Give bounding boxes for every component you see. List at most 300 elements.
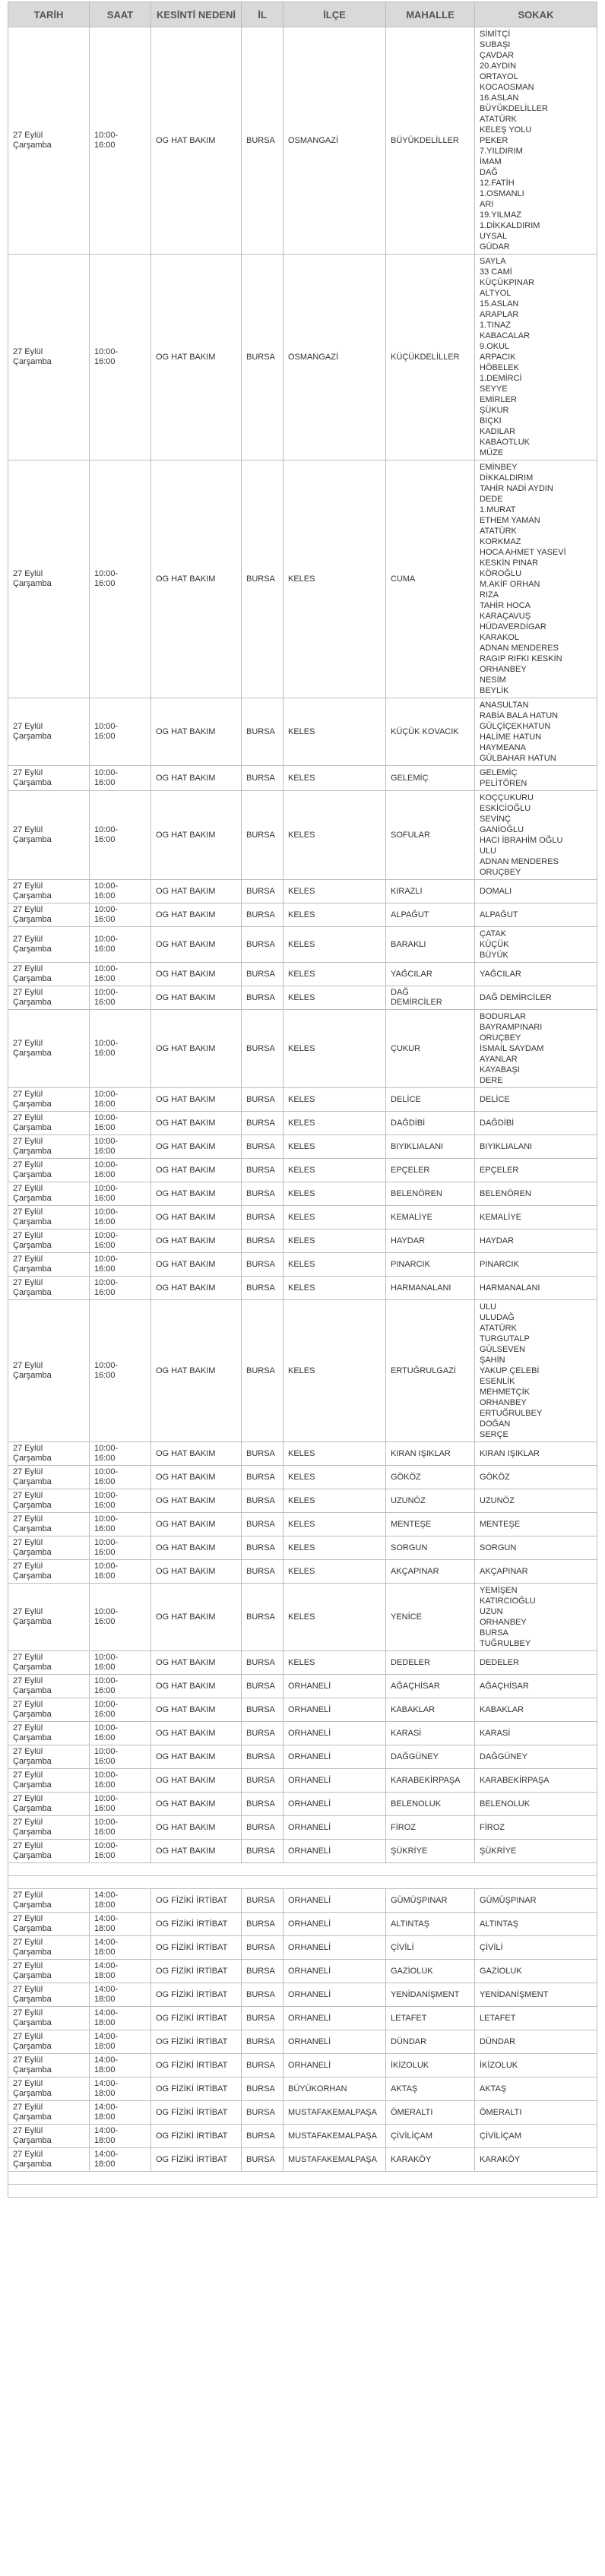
cell-kesinti-nedeni: OG HAT BAKIM	[151, 927, 242, 963]
cell-il: BURSA	[242, 903, 283, 927]
cell-il: BURSA	[242, 1560, 283, 1584]
cell-il: BURSA	[242, 1229, 283, 1253]
cell-mahalle: KIRAN IŞIKLAR	[386, 1442, 475, 1466]
cell-ilce: KELES	[283, 1088, 386, 1112]
cell-tarih: 27 Eylül Çarşamba	[8, 1816, 90, 1840]
cell-il: BURSA	[242, 2054, 283, 2078]
cell-saat: 14:00- 18:00	[90, 1913, 151, 1936]
cell-saat: 14:00- 18:00	[90, 1936, 151, 1960]
cell-ilce: KELES	[283, 963, 386, 986]
table-row	[8, 1889, 597, 1913]
cell-saat: 14:00- 18:00	[90, 2148, 151, 2172]
cell-tarih: 27 Eylül Çarşamba	[8, 1675, 90, 1698]
cell-tarih: 27 Eylül Çarşamba	[8, 1913, 90, 1936]
cell-tarih: 27 Eylül Çarşamba	[8, 903, 90, 927]
cell-saat: 10:00- 16:00	[90, 255, 151, 460]
cell-sokak: MENTEŞE	[475, 1513, 597, 1536]
cell-il: BURSA	[242, 1088, 283, 1112]
cell-mahalle: UZUNÖZ	[386, 1489, 475, 1513]
cell-mahalle: BELENOLUK	[386, 1793, 475, 1816]
cell-kesinti-nedeni: OG HAT BAKIM	[151, 1536, 242, 1560]
cell-tarih: 27 Eylül Çarşamba	[8, 791, 90, 880]
cell-mahalle: DAĞDİBİ	[386, 1112, 475, 1135]
cell-tarih: 27 Eylül Çarşamba	[8, 1936, 90, 1960]
cell-il: BURSA	[242, 1206, 283, 1229]
cell-il: BURSA	[242, 1584, 283, 1651]
cell-ilce: KELES	[283, 1466, 386, 1489]
cell-il: BURSA	[242, 255, 283, 460]
cell-kesinti-nedeni: OG FİZİKİ İRTİBAT	[151, 2030, 242, 2054]
empty-cell	[8, 2185, 597, 2198]
cell-sokak: YEMİŞEN KATIRCIOĞLU UZUN ORHANBEY BURSA TUĞRULBEY	[475, 1584, 597, 1651]
empty-row	[8, 1863, 597, 1876]
cell-kesinti-nedeni: OG HAT BAKIM	[151, 27, 242, 255]
cell-saat: 10:00- 16:00	[90, 1793, 151, 1816]
cell-ilce: ORHANELİ	[283, 1936, 386, 1960]
cell-ilce: KELES	[283, 986, 386, 1010]
cell-il: BURSA	[242, 1536, 283, 1560]
cell-ilce: ORHANELİ	[283, 1698, 386, 1722]
cell-kesinti-nedeni: OG HAT BAKIM	[151, 1010, 242, 1088]
cell-mahalle: BIYIKLIALANI	[386, 1135, 475, 1159]
cell-il: BURSA	[242, 1745, 283, 1769]
cell-mahalle: ÇUKUR	[386, 1010, 475, 1088]
cell-tarih: 27 Eylül Çarşamba	[8, 2148, 90, 2172]
cell-sokak: GÖKÖZ	[475, 1466, 597, 1489]
cell-il: BURSA	[242, 2148, 283, 2172]
cell-ilce: KELES	[283, 1182, 386, 1206]
cell-sokak: DAĞ DEMİRCİLER	[475, 986, 597, 1010]
cell-ilce: KELES	[283, 1560, 386, 1584]
cell-sokak: EMİNBEY DİKKALDIRIM TAHİR NADİ AYDIN DEDE 1.MURAT ETHEM YAMAN ATATÜRK KORKMAZ HOCA AHMET YASEVİ KESKİN PINAR KÖROĞLU M.AKİF ORHAN RIZA TAHİR HOCA KARAÇAVUŞ HÜDAVERDİGAR KARAKOL ADNAN MENDERES RAGIP RIFKI KESKİN ORHANBEY NESİM BEYLİK	[475, 460, 597, 698]
cell-tarih: 27 Eylül Çarşamba	[8, 1206, 90, 1229]
cell-kesinti-nedeni: OG HAT BAKIM	[151, 1229, 242, 1253]
cell-tarih: 27 Eylül Çarşamba	[8, 2078, 90, 2101]
table-row	[8, 1913, 597, 1936]
cell-ilce: ORHANELİ	[283, 1745, 386, 1769]
cell-kesinti-nedeni: OG HAT BAKIM	[151, 1442, 242, 1466]
cell-mahalle: BÜYÜKDELİLLER	[386, 27, 475, 255]
cell-sokak: AKTAŞ	[475, 2078, 597, 2101]
cell-sokak: ÇİVİLİ	[475, 1936, 597, 1960]
cell-mahalle: KÜÇÜKDELİLLER	[386, 255, 475, 460]
cell-tarih: 27 Eylül Çarşamba	[8, 1277, 90, 1300]
cell-saat: 14:00- 18:00	[90, 1889, 151, 1913]
cell-saat: 14:00- 18:00	[90, 2007, 151, 2030]
cell-il: BURSA	[242, 1513, 283, 1536]
cell-mahalle: FİROZ	[386, 1816, 475, 1840]
empty-row	[8, 1876, 597, 1889]
table-row	[8, 1745, 597, 1769]
table-row	[8, 2007, 597, 2030]
cell-tarih: 27 Eylül Çarşamba	[8, 1560, 90, 1584]
cell-saat: 10:00- 16:00	[90, 766, 151, 791]
cell-sokak: ÇATAK KÜÇÜK BÜYÜK	[475, 927, 597, 963]
cell-il: BURSA	[242, 1489, 283, 1513]
cell-sokak: BELENÖREN	[475, 1182, 597, 1206]
cell-sokak: PINARCIK	[475, 1253, 597, 1277]
cell-saat: 10:00- 16:00	[90, 1206, 151, 1229]
cell-saat: 10:00- 16:00	[90, 1112, 151, 1135]
table-row	[8, 2078, 597, 2101]
cell-saat: 10:00- 16:00	[90, 1159, 151, 1182]
cell-il: BURSA	[242, 1722, 283, 1745]
table-row	[8, 1159, 597, 1182]
cell-ilce: ORHANELİ	[283, 1793, 386, 1816]
cell-sokak: FİROZ	[475, 1816, 597, 1840]
table-row	[8, 1277, 597, 1300]
cell-saat: 10:00- 16:00	[90, 698, 151, 766]
cell-ilce: OSMANGAZİ	[283, 255, 386, 460]
table-row	[8, 766, 597, 791]
empty-cell	[8, 1863, 597, 1876]
cell-il: BURSA	[242, 1913, 283, 1936]
cell-sokak: YENİDANİŞMENT	[475, 1983, 597, 2007]
cell-ilce: ORHANELİ	[283, 1960, 386, 1983]
cell-mahalle: ÇİVİLİÇAM	[386, 2125, 475, 2148]
cell-il: BURSA	[242, 1675, 283, 1698]
cell-saat: 10:00- 16:00	[90, 460, 151, 698]
cell-saat: 10:00- 16:00	[90, 1300, 151, 1442]
cell-mahalle: CUMA	[386, 460, 475, 698]
cell-mahalle: SORGUN	[386, 1536, 475, 1560]
cell-kesinti-nedeni: OG HAT BAKIM	[151, 1745, 242, 1769]
cell-kesinti-nedeni: OG FİZİKİ İRTİBAT	[151, 2007, 242, 2030]
cell-sokak: ALPAĞUT	[475, 903, 597, 927]
table-row	[8, 1584, 597, 1651]
cell-mahalle: AĞAÇHİSAR	[386, 1675, 475, 1698]
cell-kesinti-nedeni: OG HAT BAKIM	[151, 1769, 242, 1793]
cell-il: BURSA	[242, 1277, 283, 1300]
cell-saat: 10:00- 16:00	[90, 1253, 151, 1277]
cell-kesinti-nedeni: OG HAT BAKIM	[151, 791, 242, 880]
cell-sokak: LETAFET	[475, 2007, 597, 2030]
table-row	[8, 255, 597, 460]
cell-il: BURSA	[242, 460, 283, 698]
cell-il: BURSA	[242, 1816, 283, 1840]
cell-sokak: HAYDAR	[475, 1229, 597, 1253]
cell-kesinti-nedeni: OG HAT BAKIM	[151, 1513, 242, 1536]
cell-tarih: 27 Eylül Çarşamba	[8, 1489, 90, 1513]
cell-sokak: DOMALI	[475, 880, 597, 903]
cell-sokak: DAĞGÜNEY	[475, 1745, 597, 1769]
cell-tarih: 27 Eylül Çarşamba	[8, 1112, 90, 1135]
cell-kesinti-nedeni: OG FİZİKİ İRTİBAT	[151, 2054, 242, 2078]
cell-saat: 14:00- 18:00	[90, 2054, 151, 2078]
cell-mahalle: YENİCE	[386, 1584, 475, 1651]
cell-ilce: KELES	[283, 903, 386, 927]
cell-ilce: MUSTAFAKEMALPAŞA	[283, 2148, 386, 2172]
cell-mahalle: MENTEŞE	[386, 1513, 475, 1536]
cell-mahalle: SOFULAR	[386, 791, 475, 880]
cell-il: BURSA	[242, 1889, 283, 1913]
cell-saat: 14:00- 18:00	[90, 1960, 151, 1983]
cell-saat: 10:00- 16:00	[90, 1745, 151, 1769]
table-row	[8, 1651, 597, 1675]
cell-sokak: KEMALİYE	[475, 1206, 597, 1229]
cell-ilce: KELES	[283, 698, 386, 766]
cell-tarih: 27 Eylül Çarşamba	[8, 2125, 90, 2148]
cell-ilce: ORHANELİ	[283, 1913, 386, 1936]
cell-sokak: ÇİVİLİÇAM	[475, 2125, 597, 2148]
cell-saat: 10:00- 16:00	[90, 1698, 151, 1722]
cell-ilce: KELES	[283, 1536, 386, 1560]
table-row	[8, 986, 597, 1010]
cell-mahalle: GÜMÜŞPINAR	[386, 1889, 475, 1913]
cell-il: BURSA	[242, 880, 283, 903]
cell-saat: 10:00- 16:00	[90, 986, 151, 1010]
cell-sokak: DELİCE	[475, 1088, 597, 1112]
cell-tarih: 27 Eylül Çarşamba	[8, 1840, 90, 1863]
cell-sokak: BODURLAR BAYRAMPINARI ORUÇBEY İSMAİL SAYDAM AYANLAR KAYABAŞI DERE	[475, 1010, 597, 1088]
table-row	[8, 1513, 597, 1536]
cell-il: BURSA	[242, 2125, 283, 2148]
cell-ilce: MUSTAFAKEMALPAŞA	[283, 2101, 386, 2125]
cell-mahalle: ŞÜKRİYE	[386, 1840, 475, 1863]
cell-ilce: ORHANELİ	[283, 1722, 386, 1745]
cell-il: BURSA	[242, 1135, 283, 1159]
table-header	[8, 2, 597, 27]
cell-tarih: 27 Eylül Çarşamba	[8, 2101, 90, 2125]
cell-mahalle: KABAKLAR	[386, 1698, 475, 1722]
cell-ilce: ORHANELİ	[283, 1769, 386, 1793]
table-row	[8, 1442, 597, 1466]
cell-kesinti-nedeni: OG FİZİKİ İRTİBAT	[151, 1936, 242, 1960]
cell-ilce: KELES	[283, 1513, 386, 1536]
table-body	[8, 27, 597, 2198]
table-row	[8, 1206, 597, 1229]
cell-kesinti-nedeni: OG FİZİKİ İRTİBAT	[151, 2101, 242, 2125]
table-row	[8, 1112, 597, 1135]
cell-sokak: ALTINTAŞ	[475, 1913, 597, 1936]
cell-il: BURSA	[242, 1182, 283, 1206]
cell-mahalle: DÜNDAR	[386, 2030, 475, 2054]
cell-tarih: 27 Eylül Çarşamba	[8, 1983, 90, 2007]
cell-mahalle: AKTAŞ	[386, 2078, 475, 2101]
cell-tarih: 27 Eylül Çarşamba	[8, 1769, 90, 1793]
cell-mahalle: DAĞ DEMİRCİLER	[386, 986, 475, 1010]
cell-il: BURSA	[242, 27, 283, 255]
cell-mahalle: ALPAĞUT	[386, 903, 475, 927]
column-header-tarih: TARİH	[8, 2, 90, 27]
cell-ilce: KELES	[283, 1584, 386, 1651]
table-row	[8, 1936, 597, 1960]
cell-kesinti-nedeni: OG HAT BAKIM	[151, 1675, 242, 1698]
table-row	[8, 927, 597, 963]
cell-ilce: ORHANELİ	[283, 1816, 386, 1840]
cell-kesinti-nedeni: OG HAT BAKIM	[151, 1584, 242, 1651]
cell-tarih: 27 Eylül Çarşamba	[8, 1698, 90, 1722]
cell-ilce: KELES	[283, 1253, 386, 1277]
column-header-saat: SAAT	[90, 2, 151, 27]
cell-il: BURSA	[242, 766, 283, 791]
cell-saat: 10:00- 16:00	[90, 963, 151, 986]
column-header-sokak: SOKAK	[475, 2, 597, 27]
cell-il: BURSA	[242, 1651, 283, 1675]
cell-sokak: HARMANALANI	[475, 1277, 597, 1300]
table-row	[8, 1182, 597, 1206]
cell-il: BURSA	[242, 1793, 283, 1816]
cell-tarih: 27 Eylül Çarşamba	[8, 963, 90, 986]
cell-il: BURSA	[242, 791, 283, 880]
cell-mahalle: KIRAZLI	[386, 880, 475, 903]
cell-kesinti-nedeni: OG HAT BAKIM	[151, 1135, 242, 1159]
cell-tarih: 27 Eylül Çarşamba	[8, 1182, 90, 1206]
cell-sokak: KABAKLAR	[475, 1698, 597, 1722]
cell-ilce: ORHANELİ	[283, 1675, 386, 1698]
cell-tarih: 27 Eylül Çarşamba	[8, 766, 90, 791]
cell-tarih: 27 Eylül Çarşamba	[8, 27, 90, 255]
cell-ilce: ORHANELİ	[283, 1840, 386, 1863]
cell-kesinti-nedeni: OG HAT BAKIM	[151, 1300, 242, 1442]
table-row	[8, 903, 597, 927]
cell-kesinti-nedeni: OG HAT BAKIM	[151, 1489, 242, 1513]
cell-kesinti-nedeni: OG HAT BAKIM	[151, 1651, 242, 1675]
cell-tarih: 27 Eylül Çarşamba	[8, 2030, 90, 2054]
cell-mahalle: DELİCE	[386, 1088, 475, 1112]
cell-tarih: 27 Eylül Çarşamba	[8, 1889, 90, 1913]
cell-sokak: GÜMÜŞPINAR	[475, 1889, 597, 1913]
cell-saat: 10:00- 16:00	[90, 1651, 151, 1675]
cell-tarih: 27 Eylül Çarşamba	[8, 1135, 90, 1159]
cell-sokak: SAYLA 33 CAMİ KÜÇÜKPINAR ALTYOL 15.ASLAN ARAPLAR 1.TINAZ KABACALAR 9.OKUL ARPACIK HÖBELEK 1.DEMİRCİ SEYYE EMİRLER ŞÜKUR BIÇKI KADILAR KABAOTLUK MÜZE	[475, 255, 597, 460]
cell-sokak: SİMİTÇİ SUBAŞI ÇAVDAR 20.AYDIN ORTAYOL KOCAOSMAN 16.ASLAN BÜYÜKDELİLLER ATATÜRK KELEŞ YOLU PEKER 7.YILDIRIM İMAM DAĞ 12.FATİH 1.OSMANLI ARI 19.YILMAZ 1.DİKKALDIRIM UYSAL GÜDAR	[475, 27, 597, 255]
cell-il: BURSA	[242, 963, 283, 986]
cell-kesinti-nedeni: OG HAT BAKIM	[151, 1793, 242, 1816]
cell-mahalle: AKÇAPINAR	[386, 1560, 475, 1584]
cell-ilce: ORHANELİ	[283, 2054, 386, 2078]
cell-saat: 14:00- 18:00	[90, 2078, 151, 2101]
cell-kesinti-nedeni: OG HAT BAKIM	[151, 1722, 242, 1745]
cell-ilce: KELES	[283, 1442, 386, 1466]
cell-saat: 10:00- 16:00	[90, 1584, 151, 1651]
cell-kesinti-nedeni: OG HAT BAKIM	[151, 1253, 242, 1277]
cell-sokak: AĞAÇHİSAR	[475, 1675, 597, 1698]
cell-kesinti-nedeni: OG HAT BAKIM	[151, 880, 242, 903]
table-row	[8, 1698, 597, 1722]
cell-il: BURSA	[242, 1159, 283, 1182]
cell-kesinti-nedeni: OG HAT BAKIM	[151, 1560, 242, 1584]
table-row	[8, 1840, 597, 1863]
cell-mahalle: HARMANALANI	[386, 1277, 475, 1300]
cell-kesinti-nedeni: OG HAT BAKIM	[151, 766, 242, 791]
table-row	[8, 880, 597, 903]
cell-tarih: 27 Eylül Çarşamba	[8, 880, 90, 903]
table-row	[8, 1229, 597, 1253]
cell-ilce: ORHANELİ	[283, 1983, 386, 2007]
table-row	[8, 963, 597, 986]
cell-sokak: EPÇELER	[475, 1159, 597, 1182]
empty-row	[8, 2185, 597, 2198]
cell-tarih: 27 Eylül Çarşamba	[8, 1253, 90, 1277]
table-row	[8, 1135, 597, 1159]
cell-saat: 14:00- 18:00	[90, 1983, 151, 2007]
cell-sokak: ÖMERALTI	[475, 2101, 597, 2125]
cell-kesinti-nedeni: OG HAT BAKIM	[151, 1088, 242, 1112]
cell-saat: 10:00- 16:00	[90, 1769, 151, 1793]
table-row	[8, 1960, 597, 1983]
cell-mahalle: GÖKÖZ	[386, 1466, 475, 1489]
cell-tarih: 27 Eylül Çarşamba	[8, 1088, 90, 1112]
cell-il: BURSA	[242, 2101, 283, 2125]
cell-tarih: 27 Eylül Çarşamba	[8, 1513, 90, 1536]
cell-tarih: 27 Eylül Çarşamba	[8, 1536, 90, 1560]
cell-sokak: GAZİOLUK	[475, 1960, 597, 1983]
cell-sokak: ANASULTAN RABİA BALA HATUN GÜLÇİÇEKHATUN HALİME HATUN HAYMEANA GÜLBAHAR HATUN	[475, 698, 597, 766]
cell-sokak: GELEMİÇ PELİTÖREN	[475, 766, 597, 791]
cell-il: BURSA	[242, 698, 283, 766]
cell-ilce: KELES	[283, 1112, 386, 1135]
cell-ilce: KELES	[283, 1159, 386, 1182]
cell-tarih: 27 Eylül Çarşamba	[8, 986, 90, 1010]
cell-sokak: SORGUN	[475, 1536, 597, 1560]
cell-sokak: KOÇÇUKURU ESKİCİOĞLU SEVİNÇ GANİOĞLU HACI İBRAHİM OĞLU ULU ADNAN MENDERES ORUÇBEY	[475, 791, 597, 880]
cell-mahalle: DAĞGÜNEY	[386, 1745, 475, 1769]
table-row	[8, 1466, 597, 1489]
cell-il: BURSA	[242, 1112, 283, 1135]
cell-mahalle: İKİZOLUK	[386, 2054, 475, 2078]
cell-mahalle: ALTINTAŞ	[386, 1913, 475, 1936]
table-row	[8, 1560, 597, 1584]
table-row	[8, 1793, 597, 1816]
cell-saat: 10:00- 16:00	[90, 1675, 151, 1698]
cell-saat: 10:00- 16:00	[90, 903, 151, 927]
cell-kesinti-nedeni: OG HAT BAKIM	[151, 1698, 242, 1722]
cell-kesinti-nedeni: OG FİZİKİ İRTİBAT	[151, 2078, 242, 2101]
header-row	[8, 2, 597, 27]
cell-mahalle: KARABEKİRPAŞA	[386, 1769, 475, 1793]
table-row	[8, 1983, 597, 2007]
cell-il: BURSA	[242, 1300, 283, 1442]
cell-sokak: BELENOLUK	[475, 1793, 597, 1816]
table-row	[8, 2101, 597, 2125]
cell-il: BURSA	[242, 1960, 283, 1983]
cell-saat: 10:00- 16:00	[90, 791, 151, 880]
cell-ilce: KELES	[283, 1300, 386, 1442]
cell-kesinti-nedeni: OG HAT BAKIM	[151, 1182, 242, 1206]
cell-sokak: BIYIKLIALANI	[475, 1135, 597, 1159]
cell-saat: 10:00- 16:00	[90, 1229, 151, 1253]
cell-il: BURSA	[242, 1253, 283, 1277]
cell-saat: 10:00- 16:00	[90, 1489, 151, 1513]
cell-kesinti-nedeni: OG FİZİKİ İRTİBAT	[151, 1983, 242, 2007]
cell-kesinti-nedeni: OG FİZİKİ İRTİBAT	[151, 2148, 242, 2172]
table-row	[8, 2125, 597, 2148]
cell-saat: 14:00- 18:00	[90, 2101, 151, 2125]
cell-il: BURSA	[242, 1466, 283, 1489]
cell-mahalle: ÖMERALTI	[386, 2101, 475, 2125]
table-row	[8, 1088, 597, 1112]
cell-tarih: 27 Eylül Çarşamba	[8, 1584, 90, 1651]
cell-saat: 10:00- 16:00	[90, 1135, 151, 1159]
cell-sokak: DÜNDAR	[475, 2030, 597, 2054]
cell-kesinti-nedeni: OG HAT BAKIM	[151, 963, 242, 986]
cell-kesinti-nedeni: OG HAT BAKIM	[151, 698, 242, 766]
cell-ilce: OSMANGAZİ	[283, 27, 386, 255]
cell-kesinti-nedeni: OG HAT BAKIM	[151, 1159, 242, 1182]
cell-ilce: KELES	[283, 927, 386, 963]
cell-il: BURSA	[242, 1442, 283, 1466]
cell-ilce: KELES	[283, 766, 386, 791]
table-row	[8, 1816, 597, 1840]
cell-mahalle: KEMALİYE	[386, 1206, 475, 1229]
cell-mahalle: GELEMİÇ	[386, 766, 475, 791]
cell-mahalle: ÇİVİLİ	[386, 1936, 475, 1960]
cell-il: BURSA	[242, 1010, 283, 1088]
cell-kesinti-nedeni: OG HAT BAKIM	[151, 460, 242, 698]
cell-ilce: MUSTAFAKEMALPAŞA	[283, 2125, 386, 2148]
column-header-mahalle: MAHALLE	[386, 2, 475, 27]
